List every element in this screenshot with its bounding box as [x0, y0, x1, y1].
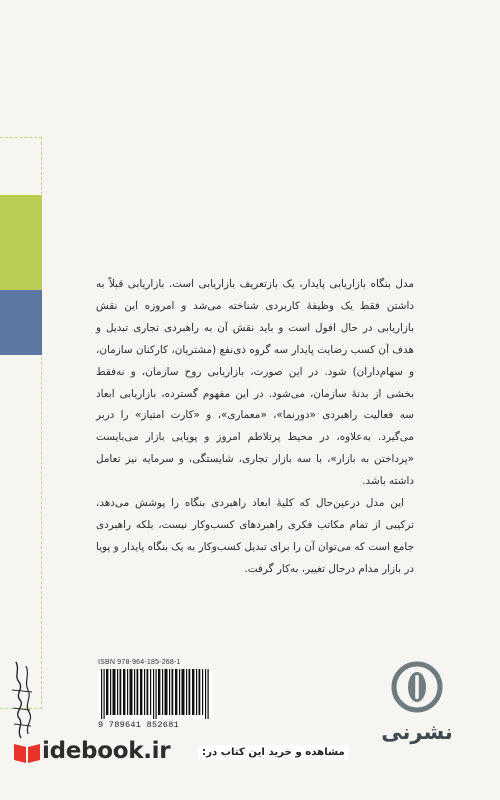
watermark-promo-text: مشاهده و خرید این کتاب در:	[198, 745, 349, 760]
blurb-paragraph-1: مدل بنگاه بازاریابی پایدار، یک بازتعریف بازاریابی است. بازاریابی قبلاً به داشتن فقط یک وظیفهٔ کاربردی شناخته می‌شد و امروزه این نقش بازاریابی در حال افول است و باید نقش آن به راهبردی تجاری تبدیل و هدف آن کسب رضایت پایدار سه گروه ذی‌نفع (مشتریان، کارکنان سازمان، و سهام‌داران) شود. در این صورت، بازاریابی روح سازمان، و نه‌فقط بخشی از بدنهٔ سازمان، می‌شود. در این مفهوم گسترده، بازاریابی ابعاد سه فعالیت راهبردی «دورنما»، «معماری»، و «کارت امتیاز» را دربر می‌گیرد. به‌علاوه، در محیط پرتلاطم امروز و پویایی بازار می‌بایست «پرداختن به بازار»، با سه بازار تجاری، شایستگی، و سرمایه نیز تعامل داشته باشد.	[96, 278, 414, 488]
blurb-paragraph-2: این مدل درعین‌حال که کلیهٔ ابعاد راهبردی بنگاه را پوشش می‌دهد، ترکیبی از تمام مکاتب فکری راهبردهای کسب‌وکار نیست، بلکه راهبردی جامع است که می‌توان آن را برای تبدیل کسب‌وکار به یک بنگاه پایدار و پویا در بازار مدام درحال تغییر، به‌کار گرفت.	[96, 497, 414, 575]
publisher-name: نشرنی	[381, 720, 453, 744]
cover-designer-signature	[6, 660, 36, 742]
watermark-logo-main: idebook	[42, 738, 144, 764]
isbn-barcode	[98, 669, 213, 719]
book-icon	[12, 741, 42, 765]
watermark-logo	[42, 738, 170, 764]
blue-color-band	[0, 290, 42, 355]
back-cover-blurb	[96, 274, 414, 581]
barcode-number: 9 789641 852681	[98, 720, 180, 730]
isbn-label: ISBN 978-964-185-268-1	[98, 659, 181, 666]
publisher-logo-icon	[391, 661, 443, 713]
green-color-band	[0, 195, 42, 290]
watermark-logo-suffix: .ir	[143, 738, 171, 764]
